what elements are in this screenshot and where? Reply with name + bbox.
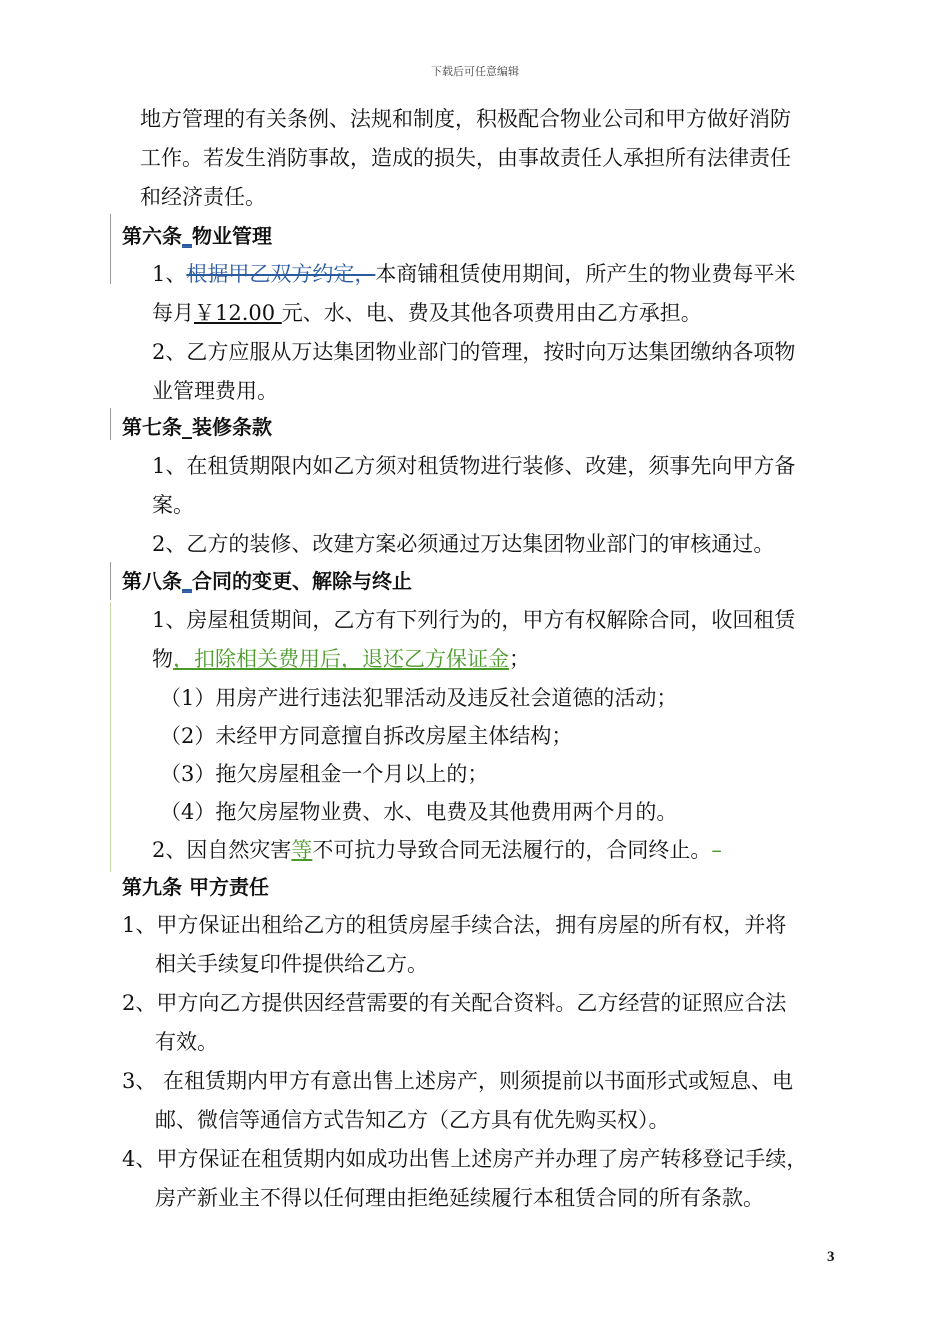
art6-p2-line2: 业管理费用。 xyxy=(152,379,278,403)
art9-item-2-line1: 2、甲方向乙方提供因经营需要的有关配合资料。乙方经营的证照应合法 xyxy=(122,991,787,1015)
article-8-number: 第八条 xyxy=(122,569,182,593)
art9-item-1-line2: 相关手续复印件提供给乙方。 xyxy=(155,952,428,976)
art6-fee-value: ￥12.00 xyxy=(194,301,282,325)
page-header: 下载后可任意编辑 xyxy=(431,65,519,78)
art6-p1-line2 xyxy=(152,298,702,328)
article-6-number: 第六条 xyxy=(122,224,182,248)
art7-p2: 2、乙方的装修、改建方案必须通过万达集团物业部门的审核通过。 xyxy=(152,532,775,556)
art6-p1-num: 1、 xyxy=(152,262,187,286)
art6-p1-line2-b: 元、水、电、费及其他各项费用由乙方承担。 xyxy=(281,301,702,325)
article-6-heading: 第六条_物业管理 xyxy=(122,224,272,248)
art8-p2-b: 不可抗力导致合同无法履行的，合同终止。 xyxy=(312,838,712,862)
revision-bar xyxy=(110,562,111,600)
art6-p1-rest: 本商铺租赁使用期间，所产生的物业费每平米 xyxy=(375,262,796,286)
article-9-heading: 第九条 甲方责任 xyxy=(122,875,269,899)
art9-item-3-line1: 3、 在租赁期内甲方有意出售上述房产，则须提前以书面形式或短息、电 xyxy=(122,1069,794,1093)
article-8-title: 合同的变更、解除与终止 xyxy=(192,569,412,593)
art6-p1-line1 xyxy=(152,259,795,289)
art9-item-3-line2: 邮、微信等通信方式告知乙方（乙方具有优先购买权）。 xyxy=(155,1108,670,1132)
article-8-heading: 第八条_合同的变更、解除与终止 xyxy=(122,569,412,593)
art9-item-4-line1: 4、甲方保证在租赁期内如成功出售上述房产并办理了房产转移登记手续， xyxy=(122,1147,808,1171)
art9-item-4-line2: 房产新业主不得以任何理由拒绝延续履行本租赁合同的所有条款。 xyxy=(155,1186,764,1210)
article-6-title: 物业管理 xyxy=(192,224,272,248)
art8-p2-mark: – xyxy=(711,838,722,862)
article-7-title: 装修条款 xyxy=(192,415,272,439)
art8-inserted-text: ，扣除相关费用后，退还乙方保证金 xyxy=(173,647,509,671)
revision-bar xyxy=(110,602,111,872)
intro-line-1: 地方管理的有关条例、法规和制度，积极配合物业公司和甲方做好消防 xyxy=(140,107,791,131)
art8-item-3: （3）拖欠房屋租金一个月以上的； xyxy=(160,762,489,786)
art8-item-4: （4）拖欠房屋物业费、水、电费及其他费用两个月的。 xyxy=(160,800,678,824)
revision-bar xyxy=(110,408,111,440)
article-7-number: 第七条 xyxy=(122,415,182,439)
art8-p1-line2 xyxy=(152,644,530,674)
art9-item-2-line2: 有效。 xyxy=(155,1030,218,1054)
art8-p2-inserted: 等 xyxy=(291,838,313,862)
art6-p2-line1: 2、乙方应服从万达集团物业部门的管理，按时向万达集团缴纳各项物 xyxy=(152,340,796,364)
art9-item-1-line1: 1、甲方保证出租给乙方的租赁房屋手续合法，拥有房屋的所有权，并将 xyxy=(122,913,787,937)
art8-item-2: （2）未经甲方同意擅自拆改房屋主体结构； xyxy=(160,724,573,748)
art6-p1-line2-a: 每月 xyxy=(152,301,194,325)
art8-p1-line2-a: 物 xyxy=(152,647,173,671)
art7-p1-line1: 1、在租赁期限内如乙方须对租赁物进行装修、改建，须事先向甲方备 xyxy=(152,454,796,478)
art8-p1-line1: 1、房屋租赁期间，乙方有下列行为的，甲方有权解除合同，收回租赁 xyxy=(152,608,796,632)
art8-item-1: （1）用房产进行违法犯罪活动及违反社会道德的活动； xyxy=(160,686,678,710)
art6-deleted-text: 根据甲乙双方约定， xyxy=(186,262,376,286)
art8-p1-line2-b: ； xyxy=(509,647,530,671)
intro-line-3: 和经济责任。 xyxy=(140,185,266,209)
art8-p2-a: 2、因自然灾害 xyxy=(152,838,292,862)
art8-p2 xyxy=(152,835,722,865)
art7-p1-line2: 案。 xyxy=(152,493,194,517)
article-7-heading: 第七条_装修条款 xyxy=(122,415,272,439)
page-number: 3 xyxy=(827,1249,835,1265)
revision-bar xyxy=(110,214,111,284)
intro-line-2: 工作。若发生消防事故，造成的损失，由事故责任人承担所有法律责任 xyxy=(140,146,791,170)
